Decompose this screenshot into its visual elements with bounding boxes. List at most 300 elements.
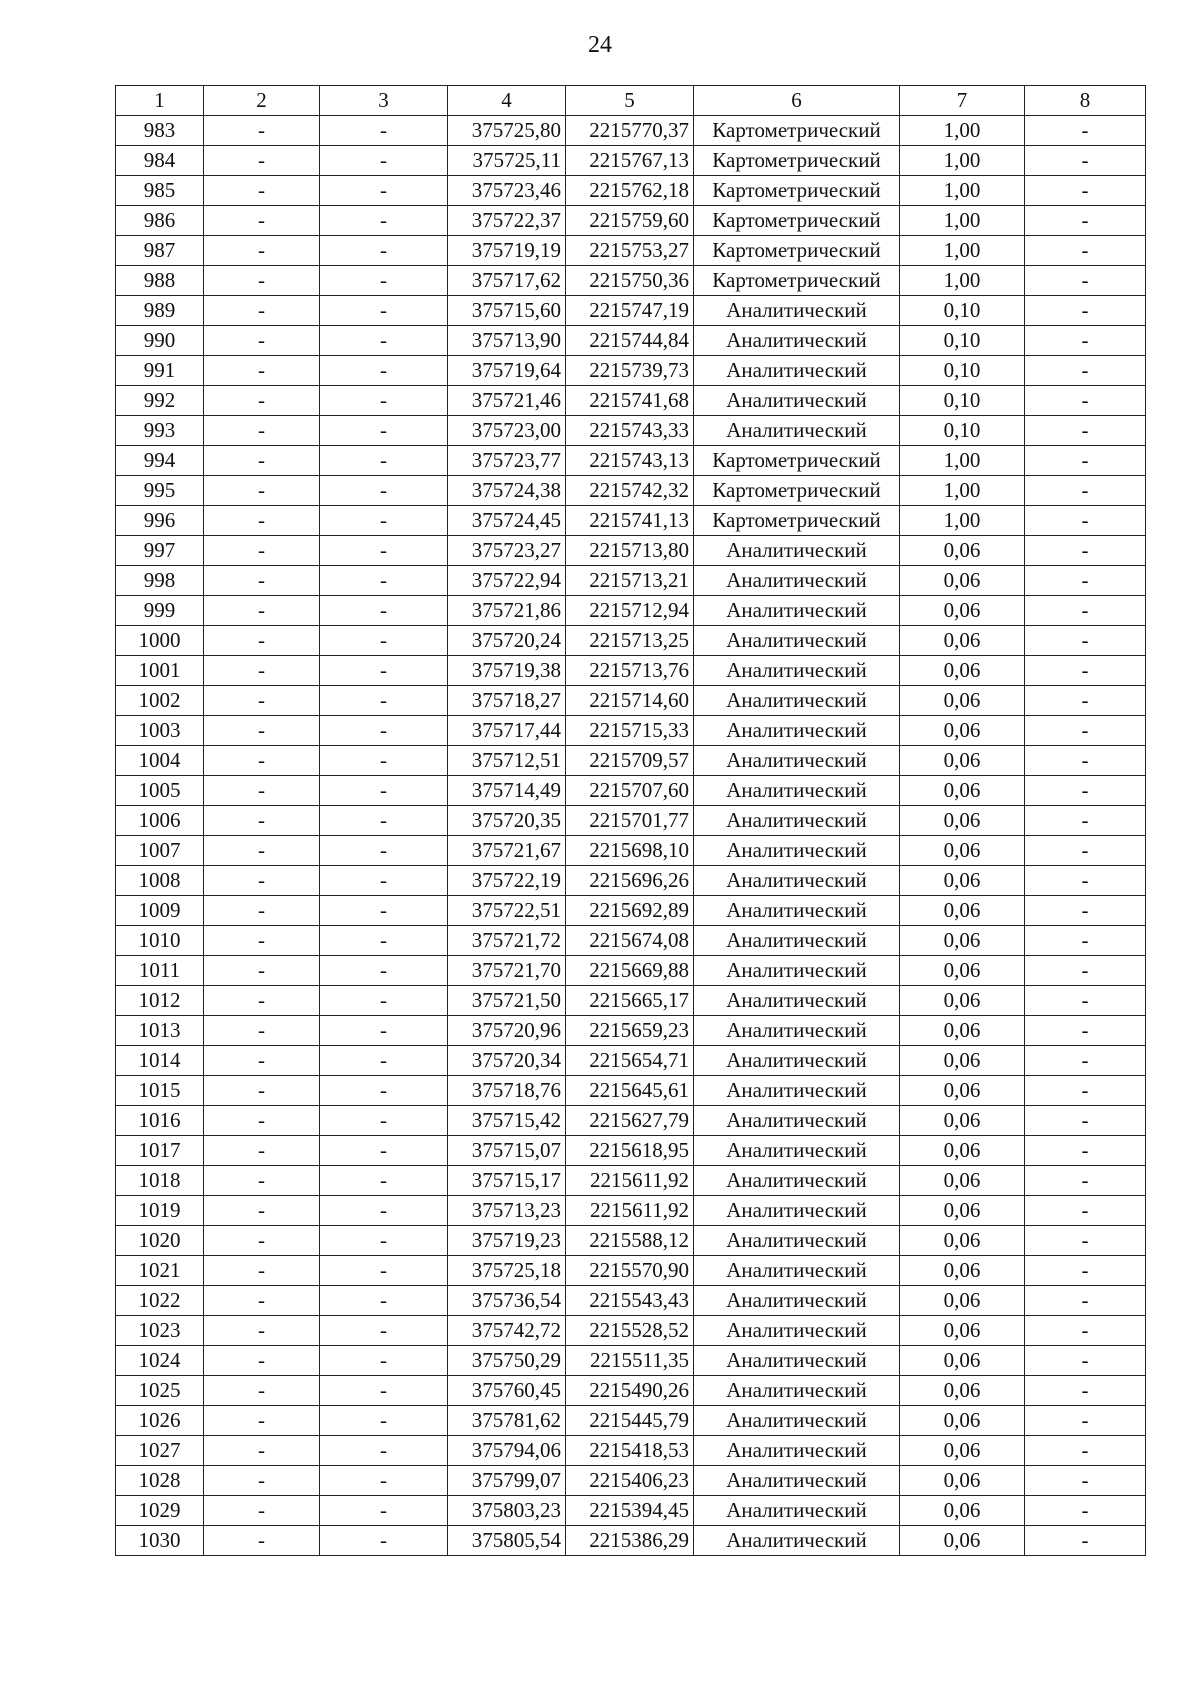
- col2-cell: -: [204, 1466, 320, 1496]
- method-cell: Аналитический: [694, 1136, 900, 1166]
- method-cell: Аналитический: [694, 896, 900, 926]
- x-coordinate-cell: 375725,18: [448, 1256, 566, 1286]
- column-header: 1: [116, 86, 204, 116]
- x-coordinate-cell: 375723,27: [448, 536, 566, 566]
- x-coordinate-cell: 375721,46: [448, 386, 566, 416]
- accuracy-cell: 0,06: [900, 1526, 1025, 1556]
- method-cell: Аналитический: [694, 1526, 900, 1556]
- col2-cell: -: [204, 596, 320, 626]
- method-cell: Картометрический: [694, 446, 900, 476]
- col2-cell: -: [204, 356, 320, 386]
- x-coordinate-cell: 375715,17: [448, 1166, 566, 1196]
- col8-cell: -: [1025, 476, 1146, 506]
- accuracy-cell: 0,06: [900, 1496, 1025, 1526]
- col8-cell: -: [1025, 416, 1146, 446]
- method-cell: Картометрический: [694, 146, 900, 176]
- col8-cell: -: [1025, 776, 1146, 806]
- col3-cell: -: [320, 1286, 448, 1316]
- col2-cell: -: [204, 1346, 320, 1376]
- method-cell: Аналитический: [694, 356, 900, 386]
- col2-cell: -: [204, 986, 320, 1016]
- accuracy-cell: 1,00: [900, 236, 1025, 266]
- y-coordinate-cell: 2215713,25: [566, 626, 694, 656]
- table-row: [116, 506, 1146, 536]
- accuracy-cell: 1,00: [900, 446, 1025, 476]
- col2-cell: -: [204, 1196, 320, 1226]
- col8-cell: -: [1025, 536, 1146, 566]
- x-coordinate-cell: 375720,34: [448, 1046, 566, 1076]
- x-coordinate-cell: 375719,19: [448, 236, 566, 266]
- y-coordinate-cell: 2215696,26: [566, 866, 694, 896]
- col8-cell: -: [1025, 206, 1146, 236]
- table-row: [116, 326, 1146, 356]
- method-cell: Аналитический: [694, 656, 900, 686]
- coordinates-table: [115, 85, 1146, 1556]
- accuracy-cell: 0,06: [900, 1316, 1025, 1346]
- col2-cell: -: [204, 506, 320, 536]
- col8-cell: -: [1025, 806, 1146, 836]
- method-cell: Аналитический: [694, 806, 900, 836]
- col8-cell: -: [1025, 1106, 1146, 1136]
- table-row: [116, 896, 1146, 926]
- y-coordinate-cell: 2215674,08: [566, 926, 694, 956]
- method-cell: Аналитический: [694, 1226, 900, 1256]
- x-coordinate-cell: 375719,38: [448, 656, 566, 686]
- point-number-cell: 1020: [116, 1226, 204, 1256]
- point-number-cell: 986: [116, 206, 204, 236]
- x-coordinate-cell: 375720,96: [448, 1016, 566, 1046]
- table-row: [116, 1376, 1146, 1406]
- y-coordinate-cell: 2215713,21: [566, 566, 694, 596]
- col3-cell: -: [320, 1346, 448, 1376]
- y-coordinate-cell: 2215588,12: [566, 1226, 694, 1256]
- accuracy-cell: 0,06: [900, 686, 1025, 716]
- accuracy-cell: 0,06: [900, 1286, 1025, 1316]
- accuracy-cell: 0,10: [900, 386, 1025, 416]
- y-coordinate-cell: 2215741,68: [566, 386, 694, 416]
- col2-cell: -: [204, 866, 320, 896]
- y-coordinate-cell: 2215490,26: [566, 1376, 694, 1406]
- x-coordinate-cell: 375805,54: [448, 1526, 566, 1556]
- x-coordinate-cell: 375721,72: [448, 926, 566, 956]
- col2-cell: -: [204, 236, 320, 266]
- col3-cell: -: [320, 926, 448, 956]
- col3-cell: -: [320, 986, 448, 1016]
- col8-cell: -: [1025, 986, 1146, 1016]
- point-number-cell: 991: [116, 356, 204, 386]
- col2-cell: -: [204, 1046, 320, 1076]
- method-cell: Аналитический: [694, 1076, 900, 1106]
- col8-cell: -: [1025, 1076, 1146, 1106]
- accuracy-cell: 0,06: [900, 596, 1025, 626]
- point-number-cell: 1009: [116, 896, 204, 926]
- col8-cell: -: [1025, 1316, 1146, 1346]
- y-coordinate-cell: 2215753,27: [566, 236, 694, 266]
- y-coordinate-cell: 2215669,88: [566, 956, 694, 986]
- col3-cell: -: [320, 836, 448, 866]
- col8-cell: -: [1025, 1466, 1146, 1496]
- y-coordinate-cell: 2215698,10: [566, 836, 694, 866]
- col3-cell: -: [320, 1106, 448, 1136]
- point-number-cell: 1030: [116, 1526, 204, 1556]
- table-row: [116, 146, 1146, 176]
- col8-cell: -: [1025, 146, 1146, 176]
- accuracy-cell: 1,00: [900, 176, 1025, 206]
- col8-cell: -: [1025, 1046, 1146, 1076]
- y-coordinate-cell: 2215712,94: [566, 596, 694, 626]
- col2-cell: -: [204, 1106, 320, 1136]
- y-coordinate-cell: 2215543,43: [566, 1286, 694, 1316]
- col3-cell: -: [320, 236, 448, 266]
- col2-cell: -: [204, 926, 320, 956]
- x-coordinate-cell: 375725,80: [448, 116, 566, 146]
- point-number-cell: 990: [116, 326, 204, 356]
- accuracy-cell: 0,06: [900, 1436, 1025, 1466]
- accuracy-cell: 0,06: [900, 986, 1025, 1016]
- col3-cell: -: [320, 1256, 448, 1286]
- table-row: [116, 446, 1146, 476]
- accuracy-cell: 0,10: [900, 356, 1025, 386]
- y-coordinate-cell: 2215692,89: [566, 896, 694, 926]
- accuracy-cell: 0,06: [900, 1046, 1025, 1076]
- col8-cell: -: [1025, 446, 1146, 476]
- accuracy-cell: 0,06: [900, 1076, 1025, 1106]
- y-coordinate-cell: 2215386,29: [566, 1526, 694, 1556]
- col3-cell: -: [320, 746, 448, 776]
- col8-cell: -: [1025, 236, 1146, 266]
- table-row: [116, 626, 1146, 656]
- y-coordinate-cell: 2215747,19: [566, 296, 694, 326]
- table-row: [116, 1106, 1146, 1136]
- accuracy-cell: 0,06: [900, 1256, 1025, 1286]
- method-cell: Аналитический: [694, 1466, 900, 1496]
- y-coordinate-cell: 2215654,71: [566, 1046, 694, 1076]
- col3-cell: -: [320, 956, 448, 986]
- accuracy-cell: 0,06: [900, 896, 1025, 926]
- point-number-cell: 997: [116, 536, 204, 566]
- table-row: [116, 1406, 1146, 1436]
- table-row: [116, 356, 1146, 386]
- point-number-cell: 988: [116, 266, 204, 296]
- table-row: [116, 416, 1146, 446]
- x-coordinate-cell: 375722,94: [448, 566, 566, 596]
- table-row: [116, 1346, 1146, 1376]
- col2-cell: -: [204, 266, 320, 296]
- x-coordinate-cell: 375714,49: [448, 776, 566, 806]
- table-row: [116, 1526, 1146, 1556]
- y-coordinate-cell: 2215645,61: [566, 1076, 694, 1106]
- point-number-cell: 992: [116, 386, 204, 416]
- x-coordinate-cell: 375715,07: [448, 1136, 566, 1166]
- y-coordinate-cell: 2215739,73: [566, 356, 694, 386]
- col8-cell: -: [1025, 386, 1146, 416]
- col2-cell: -: [204, 1076, 320, 1106]
- point-number-cell: 983: [116, 116, 204, 146]
- method-cell: Картометрический: [694, 206, 900, 236]
- y-coordinate-cell: 2215394,45: [566, 1496, 694, 1526]
- accuracy-cell: 0,06: [900, 1466, 1025, 1496]
- col3-cell: -: [320, 386, 448, 416]
- point-number-cell: 996: [116, 506, 204, 536]
- col3-cell: -: [320, 1076, 448, 1106]
- col8-cell: -: [1025, 116, 1146, 146]
- col3-cell: -: [320, 506, 448, 536]
- table-body: [116, 116, 1146, 1556]
- x-coordinate-cell: 375719,64: [448, 356, 566, 386]
- col2-cell: -: [204, 686, 320, 716]
- col3-cell: -: [320, 866, 448, 896]
- point-number-cell: 1012: [116, 986, 204, 1016]
- accuracy-cell: 0,06: [900, 716, 1025, 746]
- col3-cell: -: [320, 1316, 448, 1346]
- method-cell: Аналитический: [694, 326, 900, 356]
- accuracy-cell: 0,06: [900, 1106, 1025, 1136]
- col3-cell: -: [320, 1466, 448, 1496]
- col2-cell: -: [204, 626, 320, 656]
- x-coordinate-cell: 375724,45: [448, 506, 566, 536]
- col8-cell: -: [1025, 566, 1146, 596]
- accuracy-cell: 1,00: [900, 266, 1025, 296]
- col3-cell: -: [320, 656, 448, 686]
- y-coordinate-cell: 2215767,13: [566, 146, 694, 176]
- col3-cell: -: [320, 806, 448, 836]
- col3-cell: -: [320, 176, 448, 206]
- y-coordinate-cell: 2215701,77: [566, 806, 694, 836]
- table-row: [116, 536, 1146, 566]
- col3-cell: -: [320, 626, 448, 656]
- method-cell: Аналитический: [694, 566, 900, 596]
- y-coordinate-cell: 2215715,33: [566, 716, 694, 746]
- y-coordinate-cell: 2215741,13: [566, 506, 694, 536]
- col2-cell: -: [204, 776, 320, 806]
- y-coordinate-cell: 2215713,76: [566, 656, 694, 686]
- point-number-cell: 989: [116, 296, 204, 326]
- col3-cell: -: [320, 686, 448, 716]
- table-row: [116, 116, 1146, 146]
- point-number-cell: 1000: [116, 626, 204, 656]
- method-cell: Картометрический: [694, 236, 900, 266]
- accuracy-cell: 1,00: [900, 116, 1025, 146]
- accuracy-cell: 0,06: [900, 956, 1025, 986]
- col8-cell: -: [1025, 266, 1146, 296]
- y-coordinate-cell: 2215618,95: [566, 1136, 694, 1166]
- point-number-cell: 1013: [116, 1016, 204, 1046]
- x-coordinate-cell: 375718,27: [448, 686, 566, 716]
- col2-cell: -: [204, 386, 320, 416]
- x-coordinate-cell: 375736,54: [448, 1286, 566, 1316]
- x-coordinate-cell: 375718,76: [448, 1076, 566, 1106]
- method-cell: Аналитический: [694, 1346, 900, 1376]
- col2-cell: -: [204, 896, 320, 926]
- accuracy-cell: 0,06: [900, 776, 1025, 806]
- accuracy-cell: 0,10: [900, 326, 1025, 356]
- col8-cell: -: [1025, 956, 1146, 986]
- method-cell: Аналитический: [694, 716, 900, 746]
- point-number-cell: 1010: [116, 926, 204, 956]
- y-coordinate-cell: 2215750,36: [566, 266, 694, 296]
- col3-cell: -: [320, 716, 448, 746]
- method-cell: Аналитический: [694, 1256, 900, 1286]
- point-number-cell: 985: [116, 176, 204, 206]
- col2-cell: -: [204, 806, 320, 836]
- col2-cell: -: [204, 116, 320, 146]
- method-cell: Аналитический: [694, 1376, 900, 1406]
- col8-cell: -: [1025, 1436, 1146, 1466]
- table-row: [116, 236, 1146, 266]
- col3-cell: -: [320, 596, 448, 626]
- col2-cell: -: [204, 956, 320, 986]
- method-cell: Аналитический: [694, 1436, 900, 1466]
- point-number-cell: 1019: [116, 1196, 204, 1226]
- column-header: 7: [900, 86, 1025, 116]
- point-number-cell: 998: [116, 566, 204, 596]
- method-cell: Аналитический: [694, 1046, 900, 1076]
- y-coordinate-cell: 2215570,90: [566, 1256, 694, 1286]
- method-cell: Аналитический: [694, 1196, 900, 1226]
- method-cell: Картометрический: [694, 176, 900, 206]
- accuracy-cell: 0,06: [900, 1346, 1025, 1376]
- x-coordinate-cell: 375722,37: [448, 206, 566, 236]
- point-number-cell: 1004: [116, 746, 204, 776]
- accuracy-cell: 0,06: [900, 1196, 1025, 1226]
- col3-cell: -: [320, 1406, 448, 1436]
- accuracy-cell: 0,06: [900, 1406, 1025, 1436]
- col8-cell: -: [1025, 1376, 1146, 1406]
- y-coordinate-cell: 2215665,17: [566, 986, 694, 1016]
- point-number-cell: 1011: [116, 956, 204, 986]
- table-row: [116, 566, 1146, 596]
- point-number-cell: 1023: [116, 1316, 204, 1346]
- accuracy-cell: 0,06: [900, 1016, 1025, 1046]
- x-coordinate-cell: 375715,60: [448, 296, 566, 326]
- y-coordinate-cell: 2215713,80: [566, 536, 694, 566]
- accuracy-cell: 1,00: [900, 206, 1025, 236]
- table-row: [116, 1496, 1146, 1526]
- col2-cell: -: [204, 146, 320, 176]
- col8-cell: -: [1025, 1136, 1146, 1166]
- col3-cell: -: [320, 1166, 448, 1196]
- point-number-cell: 995: [116, 476, 204, 506]
- x-coordinate-cell: 375799,07: [448, 1466, 566, 1496]
- x-coordinate-cell: 375803,23: [448, 1496, 566, 1526]
- col2-cell: -: [204, 1016, 320, 1046]
- col8-cell: -: [1025, 866, 1146, 896]
- table-row: [116, 596, 1146, 626]
- col8-cell: -: [1025, 656, 1146, 686]
- col8-cell: -: [1025, 1496, 1146, 1526]
- y-coordinate-cell: 2215445,79: [566, 1406, 694, 1436]
- column-header: 3: [320, 86, 448, 116]
- accuracy-cell: 0,06: [900, 536, 1025, 566]
- col3-cell: -: [320, 476, 448, 506]
- col2-cell: -: [204, 1136, 320, 1166]
- col2-cell: -: [204, 536, 320, 566]
- col3-cell: -: [320, 1376, 448, 1406]
- col3-cell: -: [320, 566, 448, 596]
- table-row: [116, 1196, 1146, 1226]
- table-row: [116, 776, 1146, 806]
- point-number-cell: 993: [116, 416, 204, 446]
- accuracy-cell: 0,06: [900, 1136, 1025, 1166]
- y-coordinate-cell: 2215418,53: [566, 1436, 694, 1466]
- col8-cell: -: [1025, 1256, 1146, 1286]
- x-coordinate-cell: 375720,35: [448, 806, 566, 836]
- table-row: [116, 1076, 1146, 1106]
- col2-cell: -: [204, 176, 320, 206]
- col3-cell: -: [320, 896, 448, 926]
- table-row: [116, 176, 1146, 206]
- col8-cell: -: [1025, 506, 1146, 536]
- col8-cell: -: [1025, 686, 1146, 716]
- table-row: [116, 806, 1146, 836]
- col3-cell: -: [320, 776, 448, 806]
- col8-cell: -: [1025, 296, 1146, 326]
- x-coordinate-cell: 375725,11: [448, 146, 566, 176]
- table-row: [116, 1286, 1146, 1316]
- col8-cell: -: [1025, 1406, 1146, 1436]
- col2-cell: -: [204, 1376, 320, 1406]
- table-row: [116, 1166, 1146, 1196]
- point-number-cell: 1021: [116, 1256, 204, 1286]
- col2-cell: -: [204, 566, 320, 596]
- x-coordinate-cell: 375721,50: [448, 986, 566, 1016]
- column-header: 2: [204, 86, 320, 116]
- col2-cell: -: [204, 1526, 320, 1556]
- point-number-cell: 1003: [116, 716, 204, 746]
- x-coordinate-cell: 375712,51: [448, 746, 566, 776]
- y-coordinate-cell: 2215611,92: [566, 1166, 694, 1196]
- y-coordinate-cell: 2215714,60: [566, 686, 694, 716]
- accuracy-cell: 0,06: [900, 926, 1025, 956]
- y-coordinate-cell: 2215759,60: [566, 206, 694, 236]
- table-row: [116, 1316, 1146, 1346]
- col8-cell: -: [1025, 626, 1146, 656]
- method-cell: Аналитический: [694, 746, 900, 776]
- column-header: 5: [566, 86, 694, 116]
- col2-cell: -: [204, 1226, 320, 1256]
- method-cell: Аналитический: [694, 1166, 900, 1196]
- table-row: [116, 386, 1146, 416]
- x-coordinate-cell: 375794,06: [448, 1436, 566, 1466]
- col8-cell: -: [1025, 926, 1146, 956]
- y-coordinate-cell: 2215627,79: [566, 1106, 694, 1136]
- col8-cell: -: [1025, 1526, 1146, 1556]
- col2-cell: -: [204, 716, 320, 746]
- col8-cell: -: [1025, 1226, 1146, 1256]
- col8-cell: -: [1025, 1346, 1146, 1376]
- col3-cell: -: [320, 206, 448, 236]
- y-coordinate-cell: 2215707,60: [566, 776, 694, 806]
- point-number-cell: 1016: [116, 1106, 204, 1136]
- point-number-cell: 1017: [116, 1136, 204, 1166]
- method-cell: Аналитический: [694, 1016, 900, 1046]
- point-number-cell: 1014: [116, 1046, 204, 1076]
- method-cell: Аналитический: [694, 1286, 900, 1316]
- point-number-cell: 1005: [116, 776, 204, 806]
- point-number-cell: 984: [116, 146, 204, 176]
- point-number-cell: 1002: [116, 686, 204, 716]
- x-coordinate-cell: 375713,23: [448, 1196, 566, 1226]
- table-row: [116, 836, 1146, 866]
- page-number: 24: [588, 32, 612, 58]
- x-coordinate-cell: 375713,90: [448, 326, 566, 356]
- x-coordinate-cell: 375723,00: [448, 416, 566, 446]
- x-coordinate-cell: 375715,42: [448, 1106, 566, 1136]
- point-number-cell: 1026: [116, 1406, 204, 1436]
- point-number-cell: 1006: [116, 806, 204, 836]
- x-coordinate-cell: 375722,19: [448, 866, 566, 896]
- col8-cell: -: [1025, 596, 1146, 626]
